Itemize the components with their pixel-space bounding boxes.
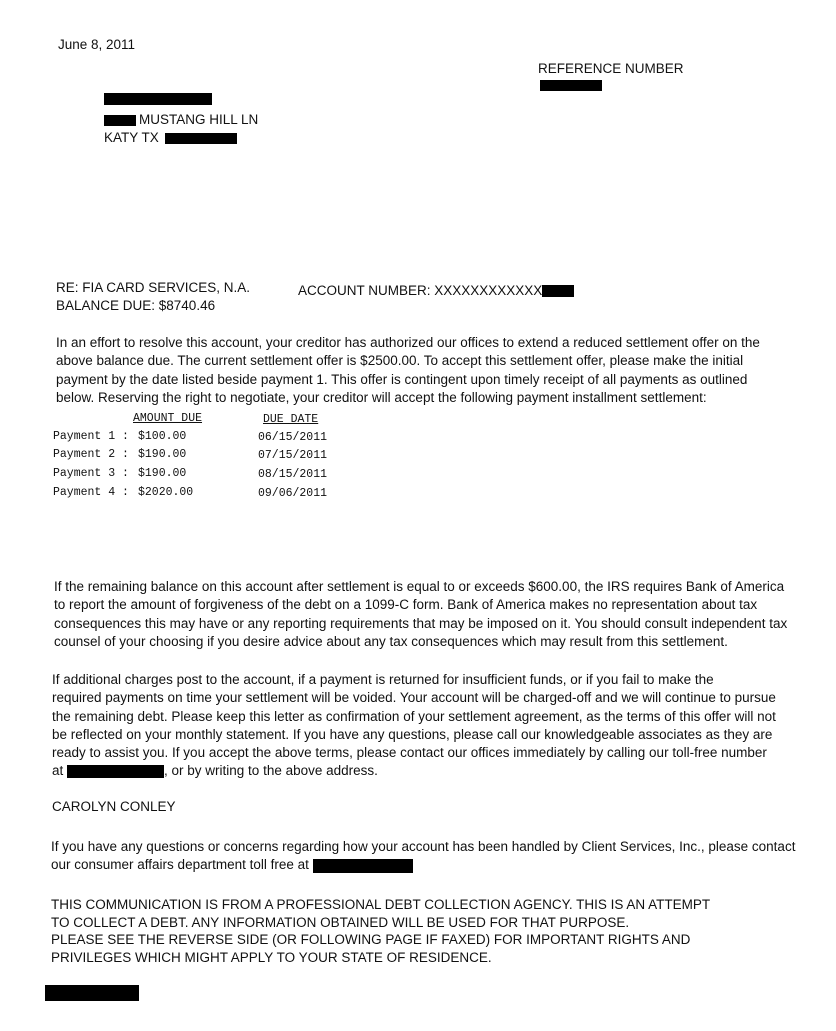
- account-number-label: ACCOUNT NUMBER: XXXXXXXXXXXX: [298, 283, 543, 298]
- address-street: MUSTANG HILL LN: [139, 112, 259, 127]
- irs-line: counsel of your choosing if you desire advice about any tax consequences which may result from this settlement.: [54, 633, 728, 649]
- charges-line: the remaining debt. Please keep this letter as confirmation of your settlement agreement, as the terms of this offer will not: [52, 708, 776, 724]
- payment-date: 08/15/2011: [258, 468, 328, 481]
- charges-last-line: [52, 762, 776, 780]
- redacted-reference-number: [540, 80, 602, 91]
- address-city-line: [104, 130, 237, 146]
- disclosure-paragraph: [51, 896, 710, 966]
- letter-date: June 8, 2011: [58, 37, 136, 52]
- amount-due-header: AMOUNT DUE: [133, 412, 203, 425]
- signer-name: CAROLYN CONLEY: [52, 799, 176, 814]
- intro-line: In an effort to resolve this account, your creditor has authorized our offices to extend a reduced settlement offer on the: [56, 335, 760, 350]
- payment-label: Payment 1 :: [53, 430, 129, 443]
- address-street-line: [104, 112, 258, 128]
- payment-label: Payment 4 :: [53, 486, 129, 499]
- charges-line: If additional charges post to the account, if a payment is returned for insufficient funds, or if you fail to make the: [52, 672, 714, 687]
- charges-last-suffix: , or by writing to the above address.: [164, 763, 378, 779]
- payment-date: 06/15/2011: [258, 431, 328, 444]
- payment-label: Payment 3 :: [53, 467, 129, 480]
- re-line: RE: FIA CARD SERVICES, N.A.: [56, 280, 251, 295]
- redacted-footer: [45, 985, 139, 1001]
- payment-amount: $100.00: [138, 430, 187, 443]
- questions-paragraph: [51, 838, 795, 875]
- redacted-consumer-affairs-number: [313, 859, 413, 873]
- intro-paragraph: [56, 334, 760, 407]
- disclosure-line: PRIVILEGES WHICH MIGHT APPLY TO YOUR STATE OF RESIDENCE.: [51, 949, 492, 965]
- account-number-line: [298, 283, 574, 299]
- irs-paragraph: [54, 578, 787, 651]
- questions-line: If you have any questions or concerns regarding how your account has been handled by Client Services, Inc., please contact: [51, 839, 796, 854]
- disclosure-line: TO COLLECT A DEBT. ANY INFORMATION OBTAINED WILL BE USED FOR THAT PURPOSE.: [51, 914, 630, 930]
- payment-amount: $190.00: [138, 467, 187, 480]
- intro-line: below. Reserving the right to negotiate, your creditor will accept the following payment installment settlement:: [56, 389, 707, 405]
- disclosure-line: PLEASE SEE THE REVERSE SIDE (OR FOLLOWING PAGE IF FAXED) FOR IMPORTANT RIGHTS AND: [51, 932, 691, 947]
- disclosure-line: THIS COMMUNICATION IS FROM A PROFESSIONAL DEBT COLLECTION AGENCY. THIS IS AN ATTEMPT: [51, 897, 711, 912]
- redacted-phone-number: [67, 765, 164, 778]
- payment-amount: $190.00: [138, 448, 187, 461]
- intro-line: above balance due. The current settlement offer is $2500.00. To accept this settlement offer, please make the initial: [56, 353, 744, 369]
- payment-date: 09/06/2011: [258, 487, 328, 500]
- charges-line: be reflected on your monthly statement. If you have any questions, please call our knowledgeable associates as they are: [52, 726, 773, 742]
- charges-last-prefix: at: [52, 763, 64, 779]
- redacted-account-digits: [542, 285, 574, 297]
- charges-paragraph: [52, 671, 776, 781]
- questions-line-text: our consumer affairs department toll free at: [51, 857, 309, 873]
- reference-number-label: REFERENCE NUMBER: [538, 61, 684, 76]
- redacted-zip: [165, 133, 237, 144]
- irs-line: consequences this may have or any reporting requirements that may be imposed on it. You should consult independent tax: [54, 615, 788, 631]
- questions-line: [51, 856, 795, 874]
- charges-line: required payments on time your settlement will be voided. Your account will be charged-off and we will continue to pursue: [52, 690, 776, 706]
- due-date-header: DUE DATE: [263, 413, 319, 426]
- address-city: KATY TX: [104, 130, 159, 145]
- payment-label: Payment 2 :: [53, 448, 129, 461]
- irs-line: If the remaining balance on this account after settlement is equal to or exceeds $600.00, the IRS requires Bank of America: [54, 579, 785, 594]
- redacted-house-number: [104, 115, 136, 126]
- irs-line: to report the amount of forgiveness of the debt on a 1099-C form. Bank of America makes no representation about tax: [54, 597, 758, 613]
- balance-due: BALANCE DUE: $8740.46: [56, 298, 216, 313]
- charges-line: ready to assist you. If you accept the above terms, please contact our offices immediately by calling our toll-free number: [52, 745, 767, 761]
- intro-line: payment by the date listed beside payment 1. This offer is contingent upon timely receipt of all payments as outlined: [56, 371, 748, 387]
- payment-amount: $2020.00: [138, 486, 194, 499]
- redacted-recipient-name: [104, 93, 212, 105]
- payment-date: 07/15/2011: [258, 449, 328, 462]
